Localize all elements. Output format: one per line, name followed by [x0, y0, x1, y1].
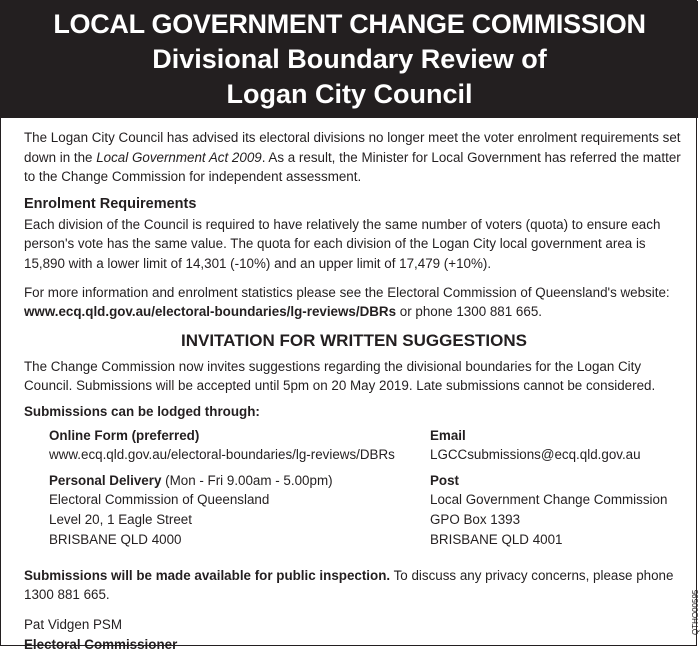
- public-inspection-paragraph: [24, 566, 684, 605]
- post-address-line2: GPO Box 1393: [430, 511, 521, 527]
- more-info-paragraph: [24, 283, 684, 322]
- notice-header: [1, 1, 698, 118]
- delivery-address-line2: Level 20, 1 Eagle Street: [49, 511, 192, 527]
- personal-delivery-block: [49, 471, 429, 549]
- header-title-line1: LOCAL GOVERNMENT CHANGE COMMISSION: [53, 9, 646, 39]
- delivery-address-line3: BRISBANE QLD 4000: [49, 531, 182, 547]
- header-title-line3: Logan City Council: [226, 79, 473, 109]
- email-label: Email: [430, 427, 466, 443]
- post-label: Post: [430, 472, 460, 488]
- email-block: [430, 426, 690, 465]
- act-name: Local Government Act 2009: [96, 149, 262, 165]
- signature-block: [24, 615, 684, 655]
- public-inspection-text: To discuss any privacy concerns, please phone 1300 881 665.: [24, 567, 674, 603]
- intro-paragraph: [24, 128, 684, 187]
- submission-methods: [24, 426, 684, 566]
- delivery-address-line1: Electoral Commission of Queensland: [49, 492, 270, 508]
- post-address-line1: Local Government Change Commission: [430, 492, 668, 508]
- invitation-heading: INVITATION FOR WRITTEN SUGGESTIONS: [181, 330, 527, 350]
- public-inspection-bold: Submissions will be made available for public inspection.: [24, 567, 391, 583]
- invitation-paragraph: The Change Commission now invites suggestions regarding the divisional boundaries for the Logan City Council. Submissions will be accepted until 5pm on 20 May 2019. Late submissions cannot be considered.: [24, 358, 656, 394]
- signatory-title: Electoral Commissioner: [24, 636, 178, 652]
- reference-code-wrap: [681, 579, 700, 635]
- online-form-url[interactable]: www.ecq.qld.gov.au/electoral-boundaries/lg-reviews/DBRs: [49, 447, 395, 463]
- methods-right-column: [430, 426, 690, 556]
- online-form-label: Online Form (preferred): [49, 427, 200, 443]
- online-form-block: [49, 426, 429, 465]
- delivery-label-text: Personal Delivery: [49, 472, 162, 488]
- personal-delivery-label: [49, 471, 429, 491]
- delivery-hours: (Mon - Fri 9.00am - 5.00pm): [161, 472, 333, 488]
- intro-text-part1: The Logan City Council has advised its electoral divisions no longer meet the voter enrolment requirements set down in the: [24, 130, 681, 165]
- intro-text-part2: . As a result, the Minister for Local Government has referred the matter to the Change Commission for independent assessment.: [24, 149, 681, 185]
- post-address-line3: BRISBANE QLD 4001: [430, 531, 563, 547]
- notice-body: [24, 128, 684, 655]
- signatory-name: Pat Vidgen PSM: [24, 616, 123, 632]
- enrolment-paragraph: Each division of the Council is required to have relatively the same number of voters (quota) to ensure each person's vote has the same value. The quota for each division of the Logan City local government area is 15,890 with a lower limit of 14,301 (-10%) and an upper limit of 17,479 (+10%).: [24, 216, 661, 271]
- more-info-phone: or phone 1300 881 665.: [396, 304, 542, 320]
- enrolment-heading: Enrolment Requirements: [24, 195, 197, 212]
- email-address[interactable]: LGCCsubmissions@ecq.qld.gov.au: [430, 447, 641, 463]
- post-block: [430, 471, 690, 549]
- website-link[interactable]: www.ecq.qld.gov.au/electoral-boundaries/lg-reviews/DBRs: [24, 304, 397, 320]
- more-info-text: For more information and enrolment statistics please see the Electoral Commission of Queensland's website:: [24, 284, 670, 300]
- lodge-heading: Submissions can be lodged through:: [24, 403, 260, 419]
- methods-left-column: [49, 426, 429, 556]
- reference-code: QTHO00595: [691, 589, 700, 635]
- header-title-line2: Divisional Boundary Review of: [152, 44, 547, 74]
